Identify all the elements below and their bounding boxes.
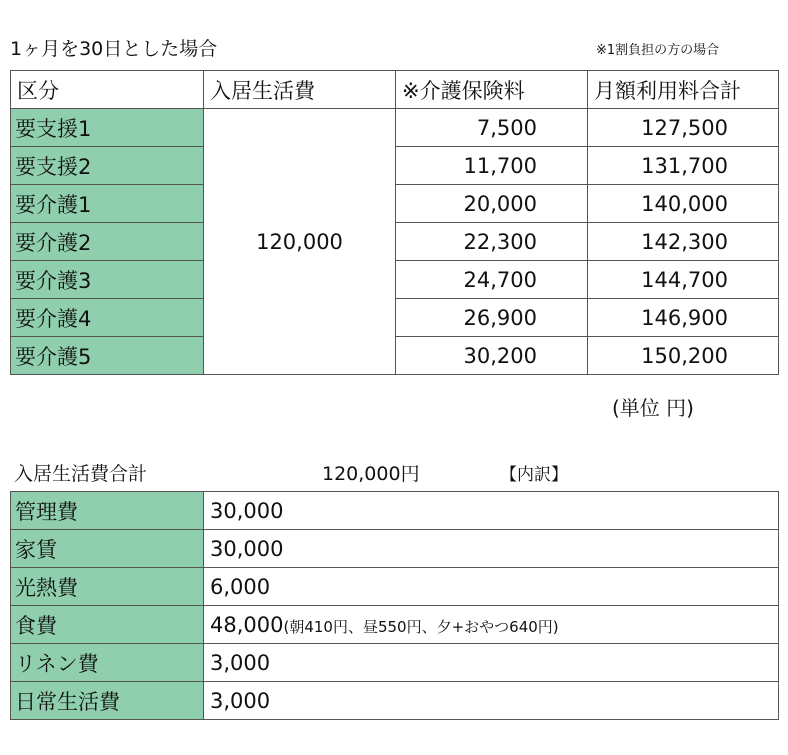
insurance-cell: 26,900 <box>396 299 588 337</box>
amount-cell <box>204 682 779 720</box>
unit-label: (単位 円) <box>612 396 694 420</box>
item-cell: 管理費 <box>11 492 204 530</box>
fee-table <box>10 70 779 375</box>
table-row <box>11 606 779 644</box>
breakdown-table <box>10 491 779 720</box>
amount-cell <box>204 606 779 644</box>
total-cell: 146,900 <box>588 299 779 337</box>
category-cell: 要支援1 <box>11 109 204 147</box>
item-cell: リネン費 <box>11 644 204 682</box>
total-cell: 144,700 <box>588 261 779 299</box>
category-cell: 要介護1 <box>11 185 204 223</box>
total-cell: 140,000 <box>588 185 779 223</box>
total-cell: 127,500 <box>588 109 779 147</box>
amount-cell <box>204 492 779 530</box>
insurance-cell: 22,300 <box>396 223 588 261</box>
total-cell: 131,700 <box>588 147 779 185</box>
item-cell: 日常生活費 <box>11 682 204 720</box>
amount-cell <box>204 530 779 568</box>
amount-value: 3,000 <box>210 650 271 675</box>
header-category: 区分 <box>11 71 204 109</box>
total-cell: 142,300 <box>588 223 779 261</box>
table-row <box>11 568 779 606</box>
category-cell: 要介護4 <box>11 299 204 337</box>
insurance-cell: 24,700 <box>396 261 588 299</box>
table-row <box>11 109 779 147</box>
category-cell: 要支援2 <box>11 147 204 185</box>
amount-value: 3,000 <box>210 688 271 713</box>
fee-table-header <box>11 71 779 109</box>
breakdown-tag: 【内訳】 <box>500 465 568 485</box>
insurance-cell: 11,700 <box>396 147 588 185</box>
breakdown-label: 入居生活費合計 <box>14 463 148 485</box>
table-row <box>11 682 779 720</box>
amount-cell <box>204 568 779 606</box>
table-row <box>11 492 779 530</box>
item-cell: 食費 <box>11 606 204 644</box>
meal-price-note: (朝410円、昼550円、夕+おやつ640円) <box>283 617 559 636</box>
amount-value: 6,000 <box>210 574 271 599</box>
table-row <box>11 530 779 568</box>
header-insurance: ※介護保険料 <box>396 71 588 109</box>
total-cell: 150,200 <box>588 337 779 375</box>
header-monthly-total: 月額利用料合計 <box>588 71 779 109</box>
amount-value: 30,000 <box>210 498 284 523</box>
amount-cell <box>204 644 779 682</box>
category-cell: 要介護5 <box>11 337 204 375</box>
insurance-cell: 20,000 <box>396 185 588 223</box>
insurance-cell: 7,500 <box>396 109 588 147</box>
amount-value: 30,000 <box>210 536 284 561</box>
item-cell: 光熱費 <box>11 568 204 606</box>
page-title: 1ヶ月を30日とした場合 <box>10 38 218 60</box>
category-cell: 要介護2 <box>11 223 204 261</box>
amount-value: 48,000 <box>210 612 284 637</box>
item-cell: 家賃 <box>11 530 204 568</box>
category-cell: 要介護3 <box>11 261 204 299</box>
table-row <box>11 644 779 682</box>
breakdown-total: 120,000円 <box>322 463 420 485</box>
header-living-cost: 入居生活費 <box>204 71 396 109</box>
copay-note: ※1割負担の方の場合 <box>596 43 720 58</box>
insurance-cell: 30,200 <box>396 337 588 375</box>
living-cost-cell: 120,000 <box>204 109 396 375</box>
